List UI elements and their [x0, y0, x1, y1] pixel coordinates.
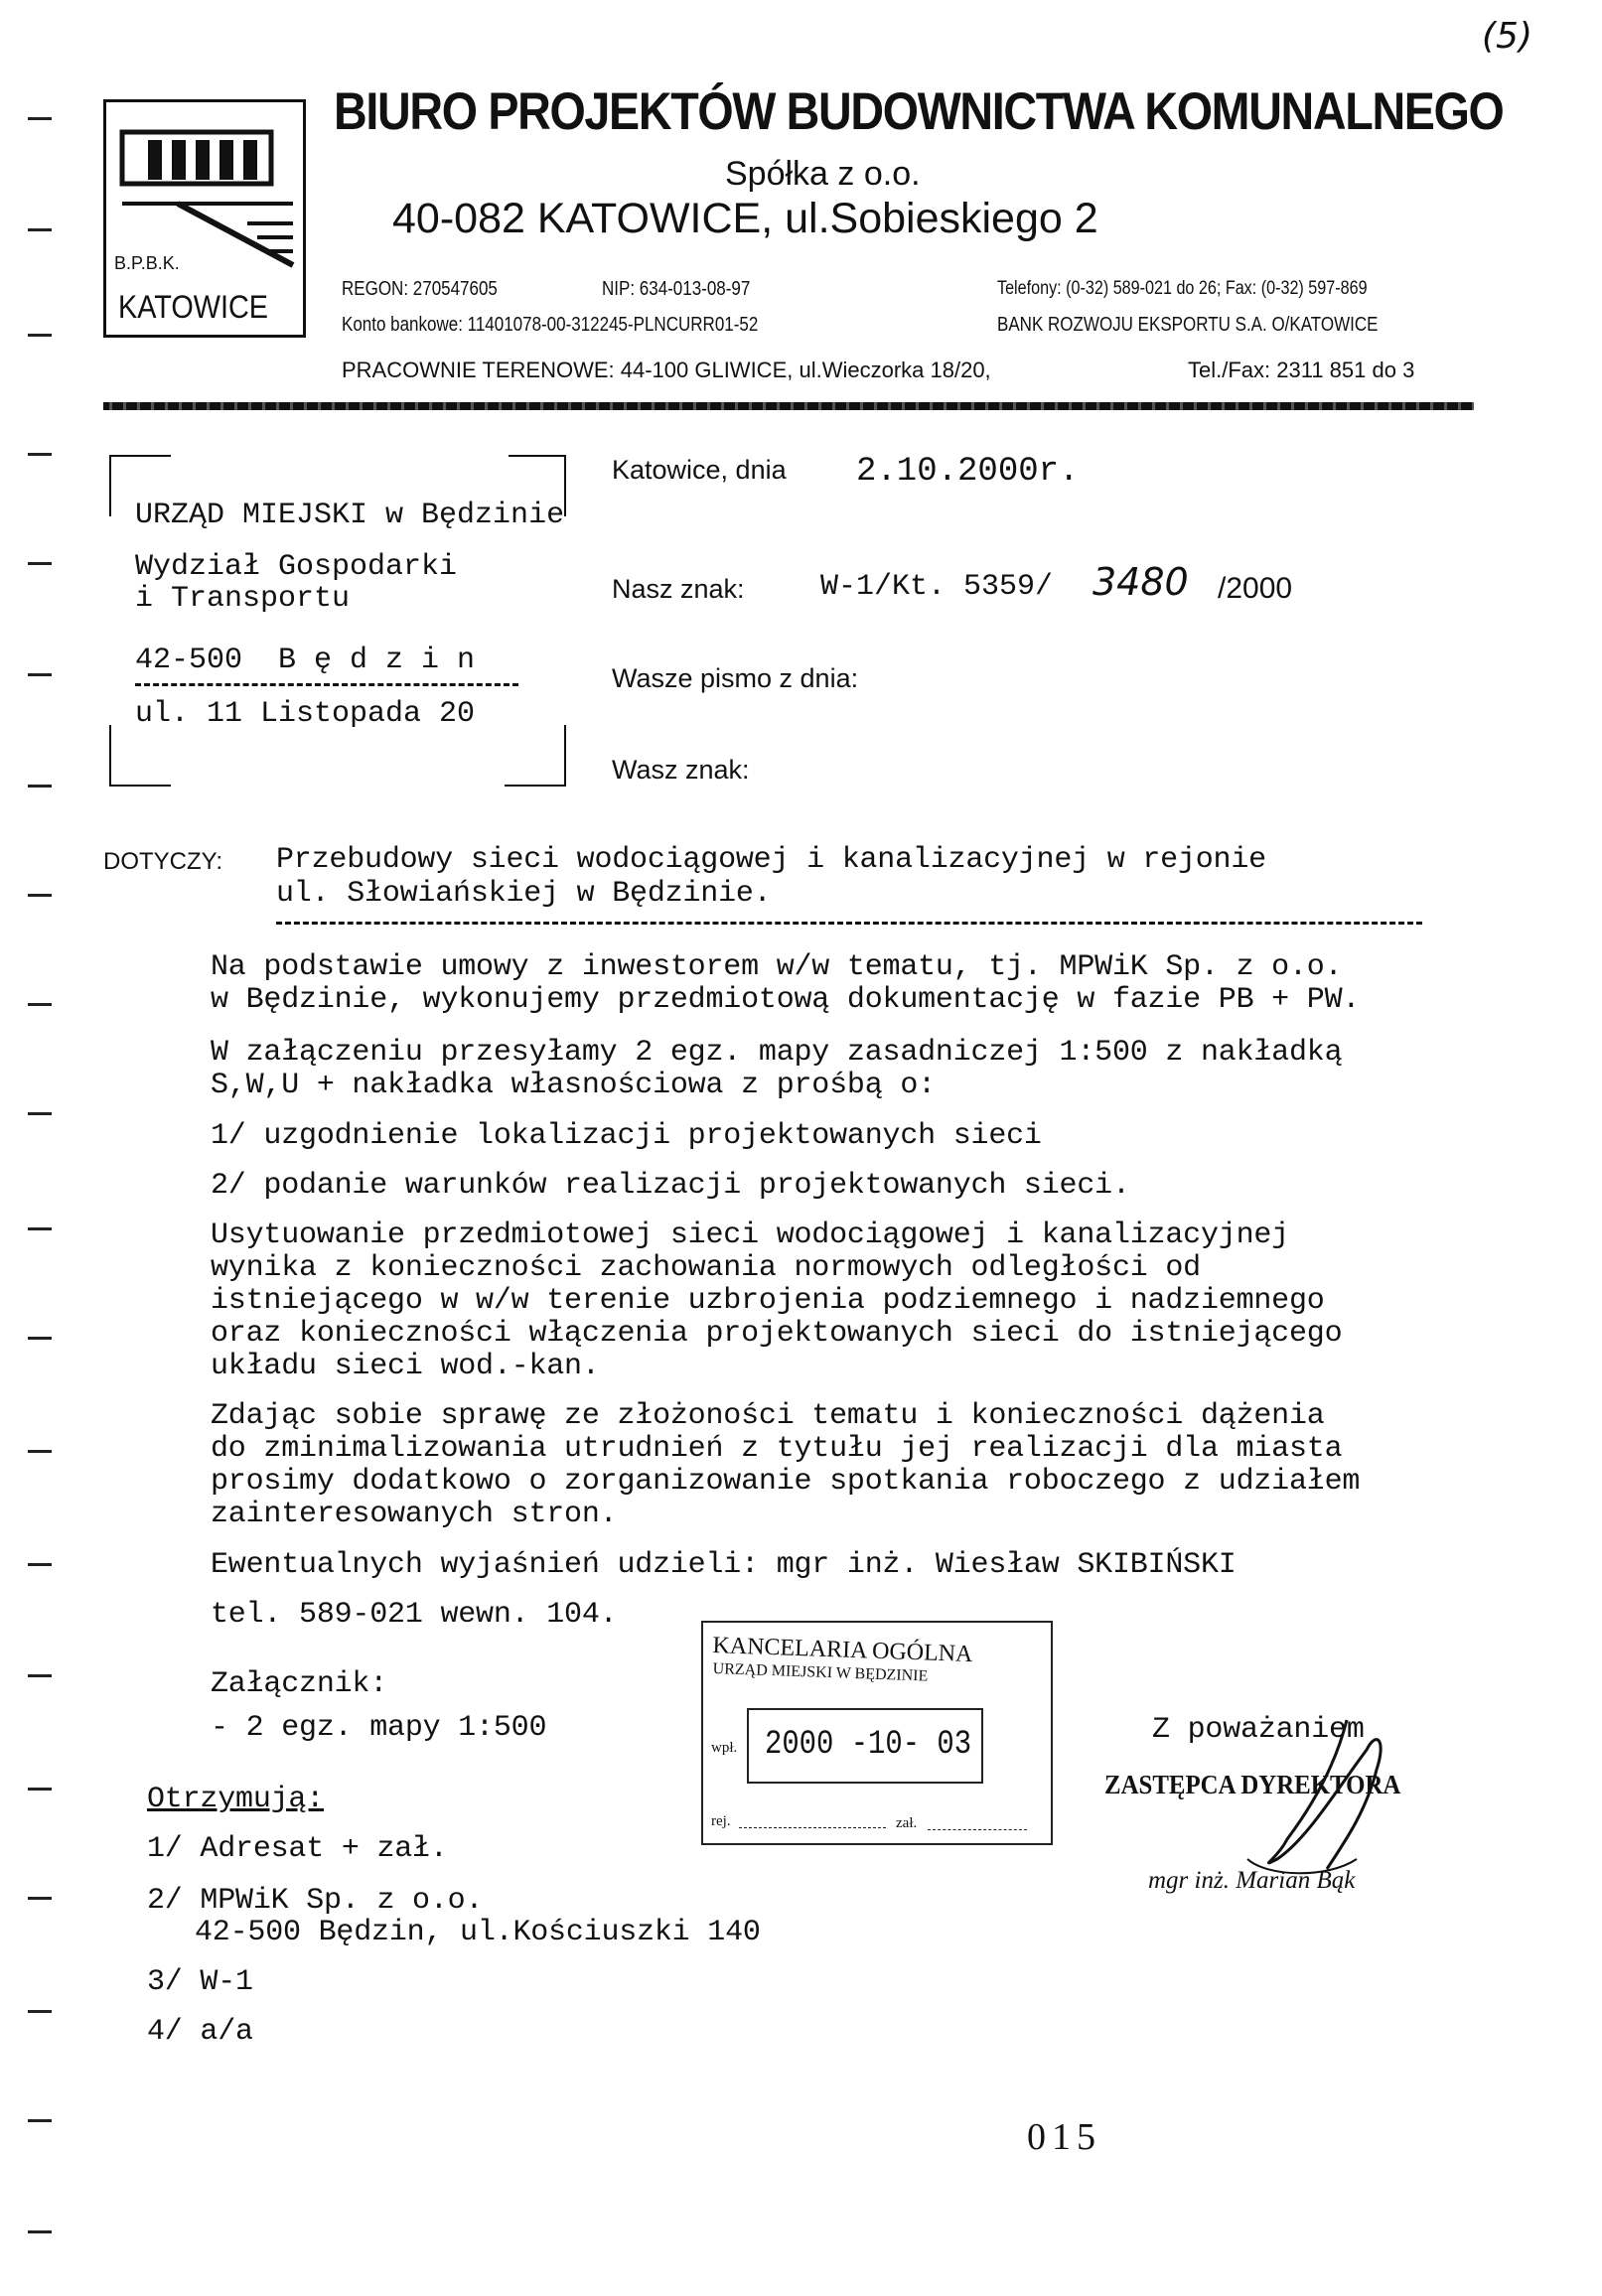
contact-line1: Ewentualnych wyjaśnień udzieli: mgr inż. Wiesław SKIBIŃSKI	[211, 1548, 1237, 1582]
paragraph-4-line4: zainteresowanych stron.	[211, 1498, 618, 1531]
paragraph-4-line3: prosimy dodatkowo o zorganizowanie spotkania roboczego z udziałem	[211, 1465, 1361, 1499]
margin-mark	[28, 1337, 52, 1340]
paragraph-3-line1: Usytuowanie przedmiotowej sieci wodociągowej i kanalizacyjnej	[211, 1219, 1289, 1252]
margin-mark	[28, 894, 52, 897]
request-item-1: 1/ uzgodnienie lokalizacji projektowanych sieci	[211, 1119, 1042, 1153]
margin-mark	[28, 785, 52, 788]
window-bracket-br	[505, 725, 566, 787]
recipients-label: Otrzymują:	[147, 1783, 325, 1816]
sheet-number: 015	[1027, 2116, 1101, 2158]
margin-mark	[28, 562, 52, 565]
stamp-wpl-label: wpł.	[711, 1740, 738, 1756]
subject-line2: ul. Słowiańskiej w Będzinie.	[276, 877, 772, 911]
our-ref-handwritten: 3480	[1092, 560, 1189, 604]
our-ref-year: /2000	[1218, 572, 1293, 605]
paragraph-4-line1: Zdając sobie sprawę ze złożoności tematu i konieczności dążenia	[211, 1399, 1325, 1433]
margin-mark	[28, 673, 52, 676]
paragraph-1-line1: Na podstawie umowy z inwestorem w/w tematu, tj. MPWiK Sp. z o.o.	[211, 950, 1343, 984]
paragraph-3-line4: oraz konieczności włączenia projektowanych sieci do istniejącego	[211, 1317, 1343, 1351]
margin-mark	[28, 1003, 52, 1006]
subject-label: DOTYCZY:	[103, 848, 223, 875]
recipient-line4: 42-500 B ę d z i n	[135, 644, 476, 677]
paragraph-3-line5: układu sieci wod.-kan.	[211, 1350, 600, 1383]
signatory-title: ZASTĘPCA DYREKTORA	[1104, 1770, 1401, 1799]
contact-line2: tel. 589-021 wewn. 104.	[211, 1598, 618, 1632]
recipient-line3: i Transportu	[135, 582, 351, 616]
stamp-date: 2000 -10- 03	[765, 1726, 972, 1764]
logo-text-top: B.P.B.K.	[114, 253, 180, 273]
date-label: Katowice, dnia	[612, 455, 787, 485]
margin-mark	[28, 117, 52, 120]
signatory-name: mgr inż. Marian Bąk	[1148, 1867, 1356, 1894]
date-value: 2.10.2000r.	[856, 453, 1080, 491]
paragraph-2-line1: W załączeniu przesyłamy 2 egz. mapy zasadniczej 1:500 z nakładką	[211, 1036, 1343, 1070]
recipient-4: 4/ a/a	[147, 2015, 253, 2049]
handwritten-signature	[1228, 1710, 1426, 1879]
subject-line1: Przebudowy sieci wodociągowej i kanalizacyjnej w rejonie	[276, 843, 1266, 877]
window-bracket-bl	[109, 725, 171, 787]
recipient-1: 1/ Adresat + zał.	[147, 1832, 448, 1866]
registry-stamp	[701, 1621, 1053, 1845]
recipient-3: 3/ W-1	[147, 1965, 253, 1999]
recipient-line2: Wydział Gospodarki	[135, 550, 458, 584]
recipient-2a: 2/ MPWiK Sp. z o.o.	[147, 1884, 484, 1918]
recipient-line1: URZĄD MIEJSKI w Będzinie	[135, 499, 565, 532]
subject-underline	[276, 922, 1422, 925]
stamp-line1: KANCELARIA OGÓLNA	[712, 1633, 973, 1668]
margin-mark	[28, 1450, 52, 1453]
margin-mark	[28, 1788, 52, 1791]
margin-mark	[28, 1112, 52, 1115]
stamp-line2: URZĄD MIEJSKI W BĘDZINIE	[712, 1660, 929, 1685]
stamp-zal-line	[928, 1829, 1027, 1830]
bank-account: Konto bankowe: 11401078-00-312245-PLNCURR01-52	[342, 314, 759, 336]
recipient-line5: ul. 11 Listopada 20	[135, 697, 476, 731]
paragraph-3-line2: wynika z konieczności zachowania normowych odległości od	[211, 1251, 1201, 1285]
field-offices: PRACOWNIE TERENOWE: 44-100 GLIWICE, ul.Wieczorka 18/20,	[342, 358, 991, 382]
attachment-item: - 2 egz. mapy 1:500	[211, 1711, 547, 1745]
phones: Telefony: (0-32) 589-021 do 26; Fax: (0-32) 597-869	[997, 278, 1368, 299]
recipient-2b: 42-500 Będzin, ul.Kościuszki 140	[195, 1916, 761, 1949]
legal-form: Spółka z o.o.	[725, 155, 921, 193]
margin-mark	[28, 453, 52, 456]
page-number-mark: (5)	[1482, 16, 1532, 57]
margin-mark	[28, 1227, 52, 1230]
paragraph-1-line2: w Będzinie, wykonujemy przedmiotową dokumentację w fazie PB + PW.	[211, 983, 1361, 1017]
margin-mark	[28, 228, 52, 231]
company-address: 40-082 KATOWICE, ul.Sobieskiego 2	[392, 195, 1098, 242]
margin-mark	[28, 334, 52, 337]
margin-mark	[28, 1897, 52, 1900]
stamp-rej-label: rej.	[711, 1813, 731, 1829]
margin-mark	[28, 1674, 52, 1677]
logo-text-bottom: KATOWICE	[118, 289, 268, 325]
paragraph-3-line3: istniejącego w w/w terenie uzbrojenia podziemnego i nadziemnego	[211, 1284, 1325, 1318]
request-item-2: 2/ podanie warunków realizacji projektowanych sieci.	[211, 1169, 1130, 1203]
header-rule	[103, 402, 1474, 410]
margin-mark	[28, 1563, 52, 1566]
margin-mark	[28, 2230, 52, 2233]
paragraph-2-line2: S,W,U + nakładka własnościowa z prośbą o:	[211, 1069, 936, 1102]
margin-mark	[28, 2119, 52, 2122]
regon: REGON: 270547605	[342, 278, 498, 300]
stamp-rej-line	[739, 1827, 886, 1828]
recipient-underline	[135, 683, 518, 686]
our-ref-label: Nasz znak:	[612, 574, 745, 604]
margin-mark	[28, 2010, 52, 2013]
nip: NIP: 634-013-08-97	[602, 278, 751, 300]
company-logo	[103, 99, 306, 338]
stamp-zal-label: zał.	[896, 1815, 918, 1831]
closing: Z poważaniem	[1152, 1713, 1365, 1747]
our-ref-value: W-1/Kt. 5359/	[820, 570, 1054, 604]
building-emblem-icon	[108, 106, 305, 275]
company-name: BIURO PROJEKTÓW BUDOWNICTWA KOMUNALNEGO	[334, 82, 1504, 141]
field-offices-tel: Tel./Fax: 2311 851 do 3	[1188, 358, 1415, 382]
attachment-label: Załącznik:	[211, 1667, 388, 1701]
your-letter-label: Wasze pismo z dnia:	[612, 663, 859, 693]
bank-name: BANK ROZWOJU EKSPORTU S.A. O/KATOWICE	[997, 314, 1379, 336]
paragraph-4-line2: do zminimalizowania utrudnień z tytułu jej realizacji dla miasta	[211, 1432, 1343, 1466]
your-ref-label: Wasz znak:	[612, 755, 750, 785]
